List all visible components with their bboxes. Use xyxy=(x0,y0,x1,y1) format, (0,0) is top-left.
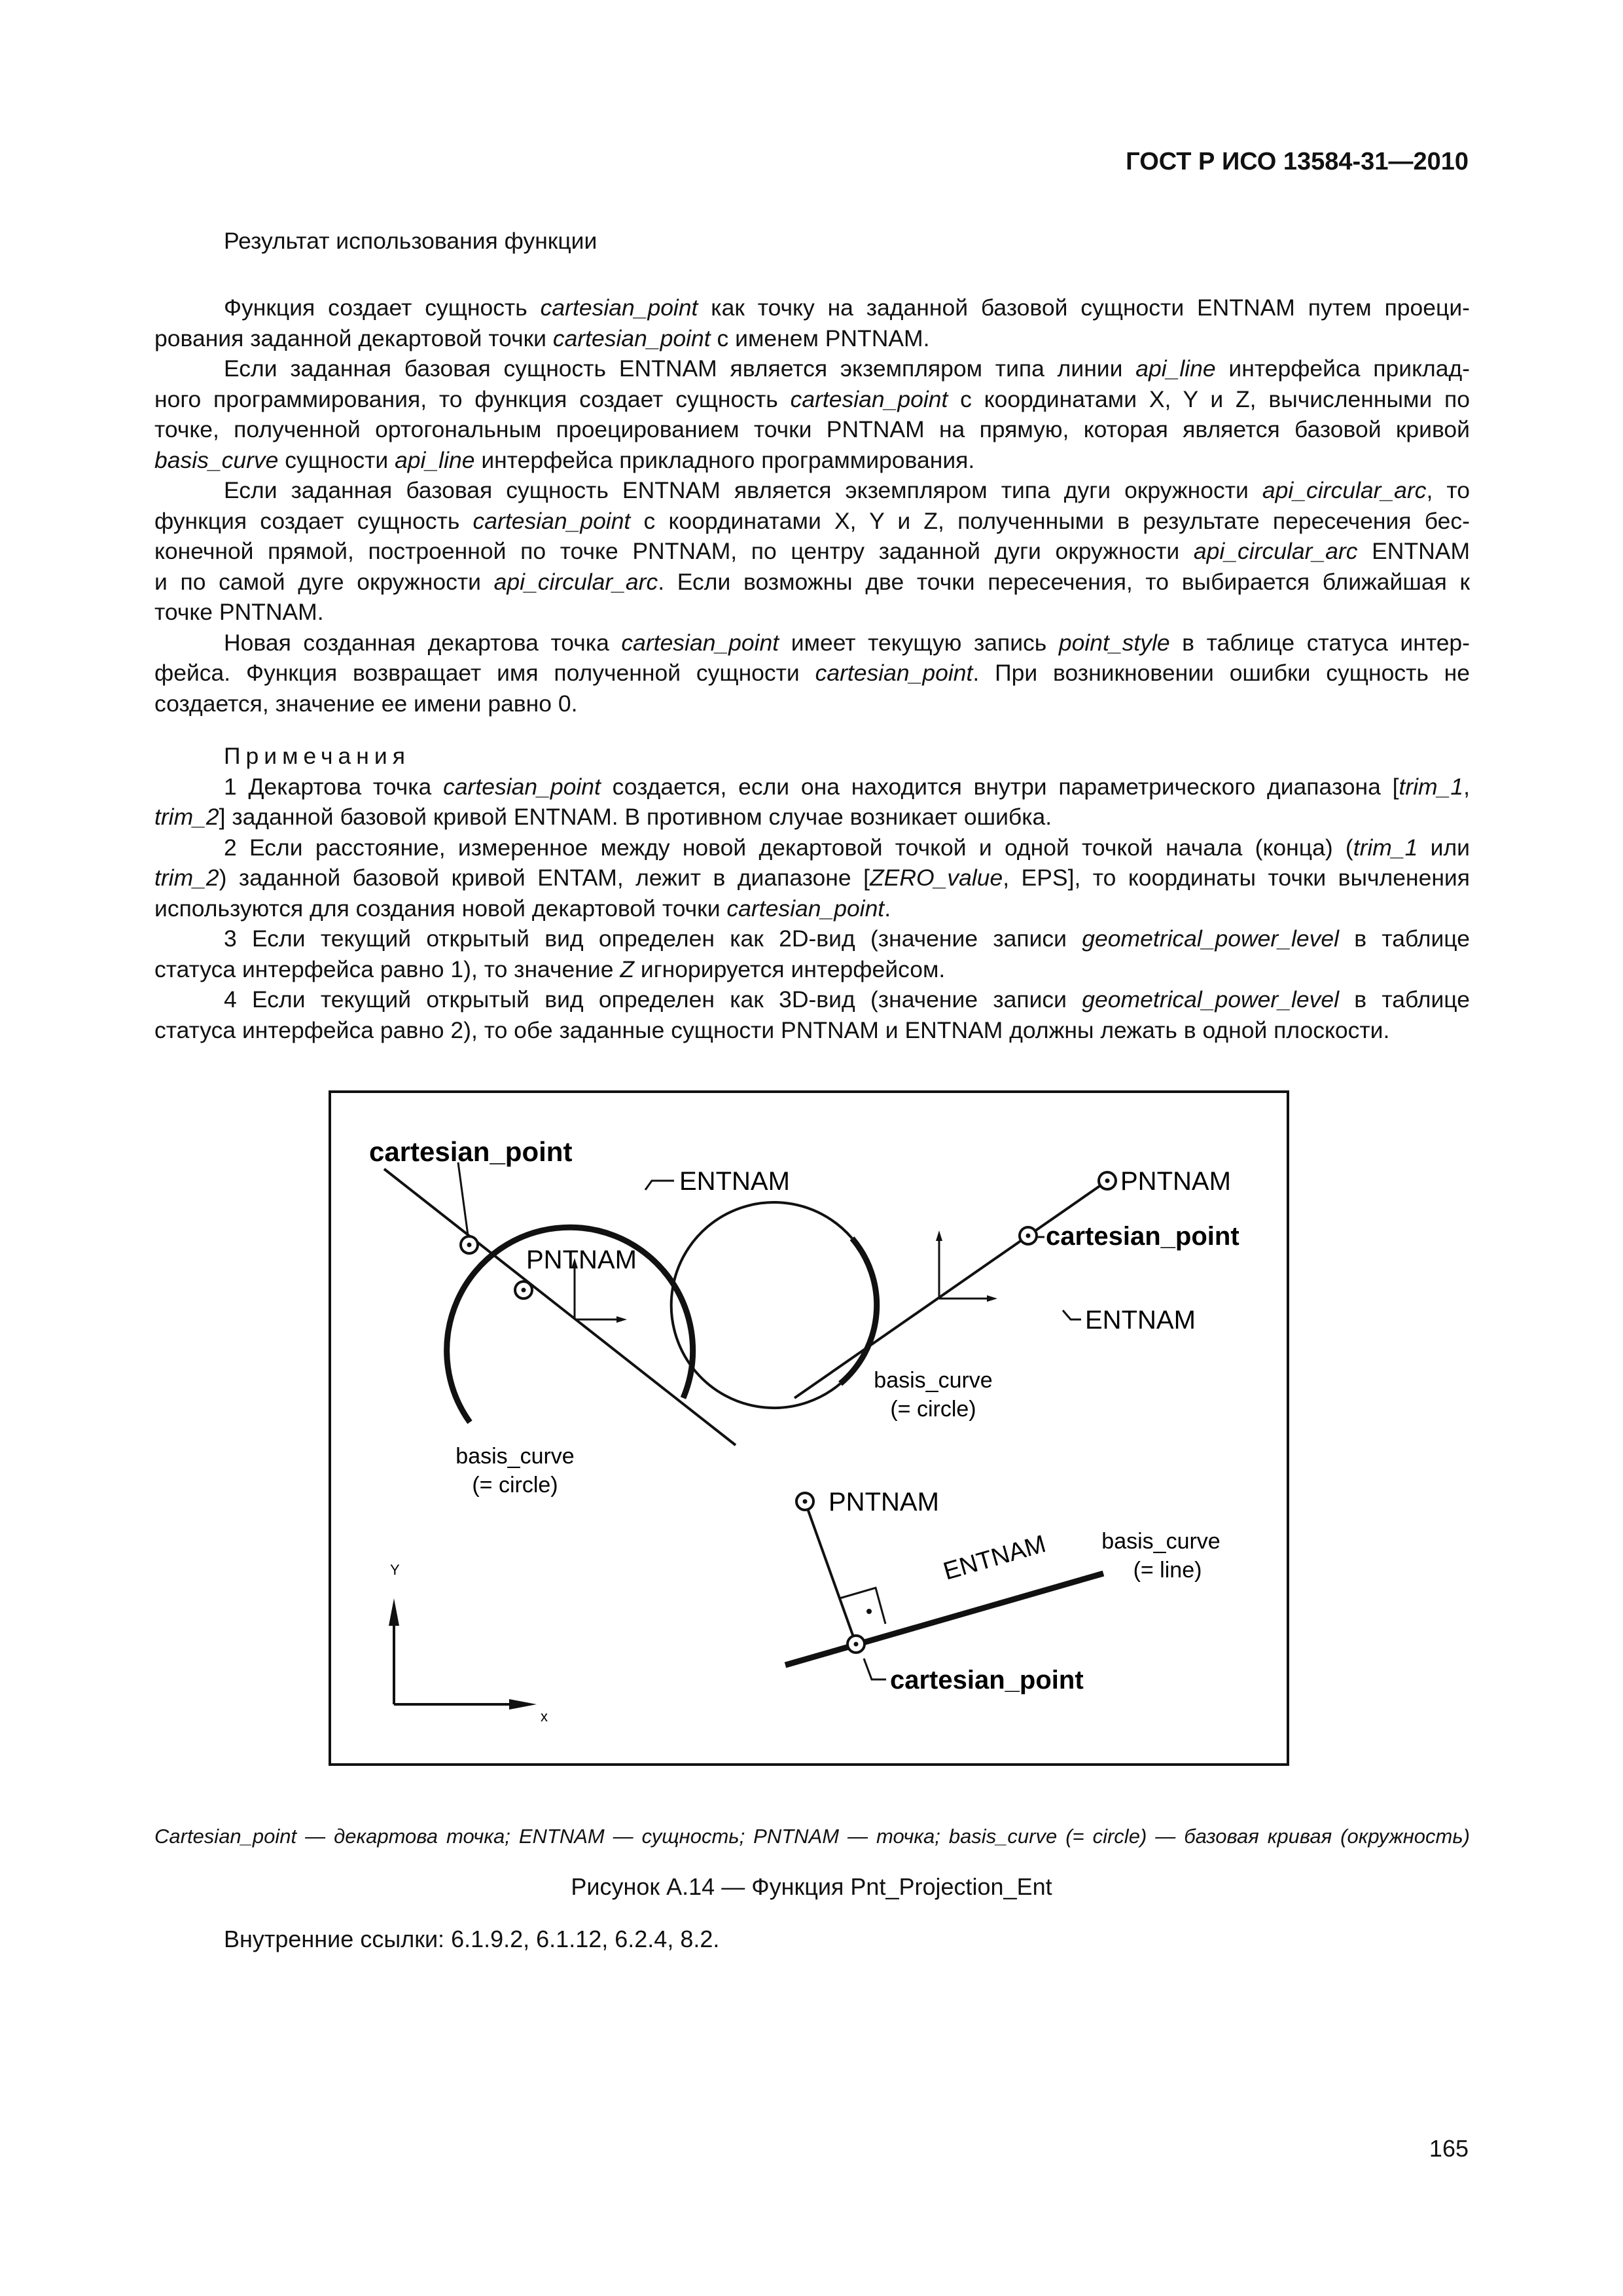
text-run: , EPS], то координаты точки вычленения xyxy=(1003,865,1470,891)
term: geometrical_power_level xyxy=(1082,925,1339,952)
document-header: ГОСТ Р ИСО 13584-31—2010 xyxy=(1126,148,1469,175)
text-run: в таблице xyxy=(1338,925,1470,952)
note-n3-line xyxy=(154,924,1470,954)
body-p3-line xyxy=(154,475,1470,506)
global-axes xyxy=(389,1562,548,1725)
term: api_line xyxy=(1135,355,1216,382)
text-run: с координатами X, Y и Z, вычисленными по xyxy=(948,386,1470,412)
label-basis-curve-line: basis_curve xyxy=(1101,1529,1221,1554)
text-run: , xyxy=(1463,773,1470,800)
term: trim_1 xyxy=(1399,773,1464,800)
body-p3-line xyxy=(154,536,1470,567)
text-run: 2 Если расстояние, измеренное между новой декартовой точкой и одной точкой начала (конца) ( xyxy=(224,834,1353,861)
cartesian-point-dot-right xyxy=(1026,1234,1031,1238)
term: cartesian_point xyxy=(726,895,885,922)
term: trim_2 xyxy=(154,804,219,830)
text-run: функция создает сущность xyxy=(154,507,473,534)
notes-title: Примечания xyxy=(224,743,410,769)
term: api_line xyxy=(395,446,475,473)
label-basis-curve-left: basis_curve xyxy=(455,1444,575,1469)
note-n2-line xyxy=(154,863,1470,893)
body-p1-line xyxy=(154,293,1470,323)
text-run: Новая созданная декартова точка xyxy=(224,629,622,656)
axis-x-arrow xyxy=(509,1699,537,1710)
text-run: 4 Если текущий открытый вид определен как 3D-вид (значение записи xyxy=(224,986,1082,1013)
body-p1-line xyxy=(154,323,1470,354)
text-run: используются для создания новой декартовой точки xyxy=(154,895,727,922)
text-run: ) заданной базовой кривой ENTAM, лежит в диапазоне [ xyxy=(219,865,870,891)
term: cartesian_point xyxy=(540,295,698,321)
term: api_circular_arc xyxy=(1262,477,1427,503)
projection-line-right xyxy=(794,1181,1107,1398)
text-run: ] заданной базовой кривой ENTNAM. В противном случае возникает ошибка. xyxy=(219,804,1052,830)
section-title xyxy=(154,226,1470,257)
text-run: статуса интерфейса равно 1), то значение xyxy=(154,956,620,982)
text-run: ENTNAM xyxy=(1357,538,1471,564)
figure-legend: Cartesian_point — декартова точка; ENTNAM — сущность; PNTNAM — точка; basis_curve (= circle) — базовая кривая (окружность) xyxy=(154,1825,1470,1848)
label-entnam-left: ENTNAM xyxy=(679,1167,790,1196)
internal-references: Внутренние ссылки: 6.1.9.2, 6.1.12, 6.2.4, 8.2. xyxy=(224,1926,720,1952)
diagram-line xyxy=(785,1488,1221,1695)
notes xyxy=(154,741,1470,1045)
text-run: Функция создает сущность xyxy=(224,295,541,321)
basis-curve-line xyxy=(785,1573,1103,1665)
body-p4-line xyxy=(154,658,1470,689)
term: trim_1 xyxy=(1353,834,1418,861)
term: ZERO_value xyxy=(869,865,1003,891)
body-text xyxy=(154,293,1470,719)
note-n2-line xyxy=(154,893,1470,924)
term: cartesian_point xyxy=(473,507,631,534)
leader-entnam-right xyxy=(1063,1310,1081,1319)
term: Z xyxy=(620,956,634,982)
text-run: с координатами X, Y и Z, полученными в результате пересечения бес- xyxy=(630,507,1470,534)
text-run: и по самой дуге окружности xyxy=(154,568,494,595)
text-run: 3 Если текущий открытый вид определен как 2D-вид (значение записи xyxy=(224,925,1082,952)
label-eq-line: (= line) xyxy=(1133,1558,1202,1583)
term: trim_2 xyxy=(154,865,219,891)
axis-y-arrow xyxy=(389,1598,399,1626)
label-eq-circle-left: (= circle) xyxy=(472,1473,558,1498)
text-run: конечной прямой, построенной по точке PNTNAM, по центру заданной дуги окружности xyxy=(154,538,1194,564)
body-p3-line xyxy=(154,567,1470,598)
text-run: . Если возможны две точки пересечения, то выбирается ближайшая к xyxy=(658,568,1471,595)
text-run: как точку на заданной базовой сущности ENTNAM путем проеци- xyxy=(698,295,1471,321)
text-run: с именем PNTNAM. xyxy=(710,325,930,351)
term: geometrical_power_level xyxy=(1082,986,1339,1013)
body-p4-line xyxy=(154,628,1470,658)
figure-caption: Рисунок А.14 — Функция Pnt_Projection_Ent xyxy=(571,1873,1052,1900)
leader-cartesian-line xyxy=(864,1659,886,1679)
label-cartesian-point-line: cartesian_point xyxy=(890,1666,1084,1695)
body-p3-line xyxy=(154,506,1470,537)
cartesian-point-dot-left xyxy=(467,1243,472,1247)
note-n2-line xyxy=(154,833,1470,863)
text-run: или xyxy=(1418,834,1470,861)
text-run: точке, полученной ортогональным проецированием точки PNTNAM на прямую, которая является базовой кривой xyxy=(154,416,1470,442)
diagram-circle-right xyxy=(671,1167,1240,1422)
text-run: . При возникновении ошибки сущность не xyxy=(972,660,1471,686)
label-pntnam-line: PNTNAM xyxy=(829,1488,939,1516)
term: cartesian_point xyxy=(552,325,711,351)
pntnam-dot-left xyxy=(522,1288,526,1293)
body-p2-line xyxy=(154,445,1470,476)
text-run: в таблице статуса интер- xyxy=(1169,629,1470,656)
label-pntnam-left: PNTNAM xyxy=(526,1246,637,1274)
pntnam-dot-line xyxy=(803,1499,808,1504)
text-run: создается, значение ее имени равно 0. xyxy=(154,690,578,717)
arrow-x-right xyxy=(987,1295,997,1302)
text-run: сущности xyxy=(278,446,395,473)
note-n4-line xyxy=(154,1015,1470,1046)
text-run: статуса интерфейса равно 2), то обе заданные сущности PNTNAM и ENTNAM должны лежать в одной плоскости. xyxy=(154,1016,1390,1043)
label-entnam-right: ENTNAM xyxy=(1085,1306,1196,1335)
label-basis-curve-right: basis_curve xyxy=(874,1368,993,1393)
text-run: интерфейса приклад- xyxy=(1215,355,1470,382)
text-run: интерфейса прикладного программирования. xyxy=(474,446,975,473)
body-p2-line xyxy=(154,414,1470,445)
label-cartesian-point-left: cartesian_point xyxy=(369,1136,573,1167)
section-title-text: Результат использования функции xyxy=(224,228,597,254)
right-angle-dot xyxy=(866,1609,872,1614)
text-run: создается, если она находится внутри параметрического диапазона [ xyxy=(600,773,1399,800)
note-n3-line xyxy=(154,954,1470,985)
text-run: ного программирования, то функция создает сущность xyxy=(154,386,791,412)
arrow-x-left xyxy=(616,1316,627,1323)
perpendicular-line xyxy=(805,1501,856,1644)
label-eq-circle-right: (= circle) xyxy=(890,1397,976,1422)
term: cartesian_point xyxy=(443,773,601,800)
text-run: . xyxy=(884,895,891,922)
text-run: Если заданная базовая сущность ENTNAM является экземпляром типа дуги окружности xyxy=(224,477,1262,503)
axis-y-label: Y xyxy=(390,1562,400,1578)
note-n1-line xyxy=(154,802,1470,833)
figure-pnt-projection xyxy=(329,1090,1289,1766)
text-run: имеет текущую запись xyxy=(779,629,1059,656)
text-run: фейса. Функция возвращает имя полученной сущности xyxy=(154,660,815,686)
label-entnam-line: ENTNAM xyxy=(940,1530,1049,1586)
text-run: , то xyxy=(1426,477,1470,503)
axis-x-label: x xyxy=(541,1708,548,1725)
label-pntnam-right: PNTNAM xyxy=(1120,1167,1231,1196)
body-p3-line xyxy=(154,597,1470,628)
page-number: 165 xyxy=(1429,2135,1469,2162)
text-run: точке PNTNAM. xyxy=(154,599,324,625)
text-run: Если заданная базовая сущность ENTNAM является экземпляром типа линии xyxy=(224,355,1136,382)
note-n4-line xyxy=(154,984,1470,1015)
cartesian-point-dot-line xyxy=(854,1642,859,1647)
term: point_style xyxy=(1058,629,1170,656)
label-cartesian-point-right: cartesian_point xyxy=(1046,1222,1240,1251)
text-run: игнорируется интерфейсом. xyxy=(634,956,946,982)
term: cartesian_point xyxy=(790,386,948,412)
body-p4-line xyxy=(154,689,1470,719)
note-n1-line xyxy=(154,772,1470,802)
term: api_circular_arc xyxy=(493,568,658,595)
leader-entnam-left xyxy=(645,1181,674,1190)
pntnam-dot-right xyxy=(1105,1179,1110,1183)
term: basis_curve xyxy=(154,446,279,473)
term: cartesian_point xyxy=(621,629,779,656)
text-run: в таблице xyxy=(1338,986,1470,1013)
term: api_circular_arc xyxy=(1193,538,1358,564)
diagram-circle-left xyxy=(369,1136,790,1498)
term: cartesian_point xyxy=(815,660,973,686)
body-p2-line xyxy=(154,353,1470,384)
text-run: рования заданной декартовой точки xyxy=(154,325,553,351)
text-run: 1 Декартова точка xyxy=(224,773,444,800)
arrow-y-right xyxy=(936,1230,942,1241)
body-p2-line xyxy=(154,384,1470,415)
